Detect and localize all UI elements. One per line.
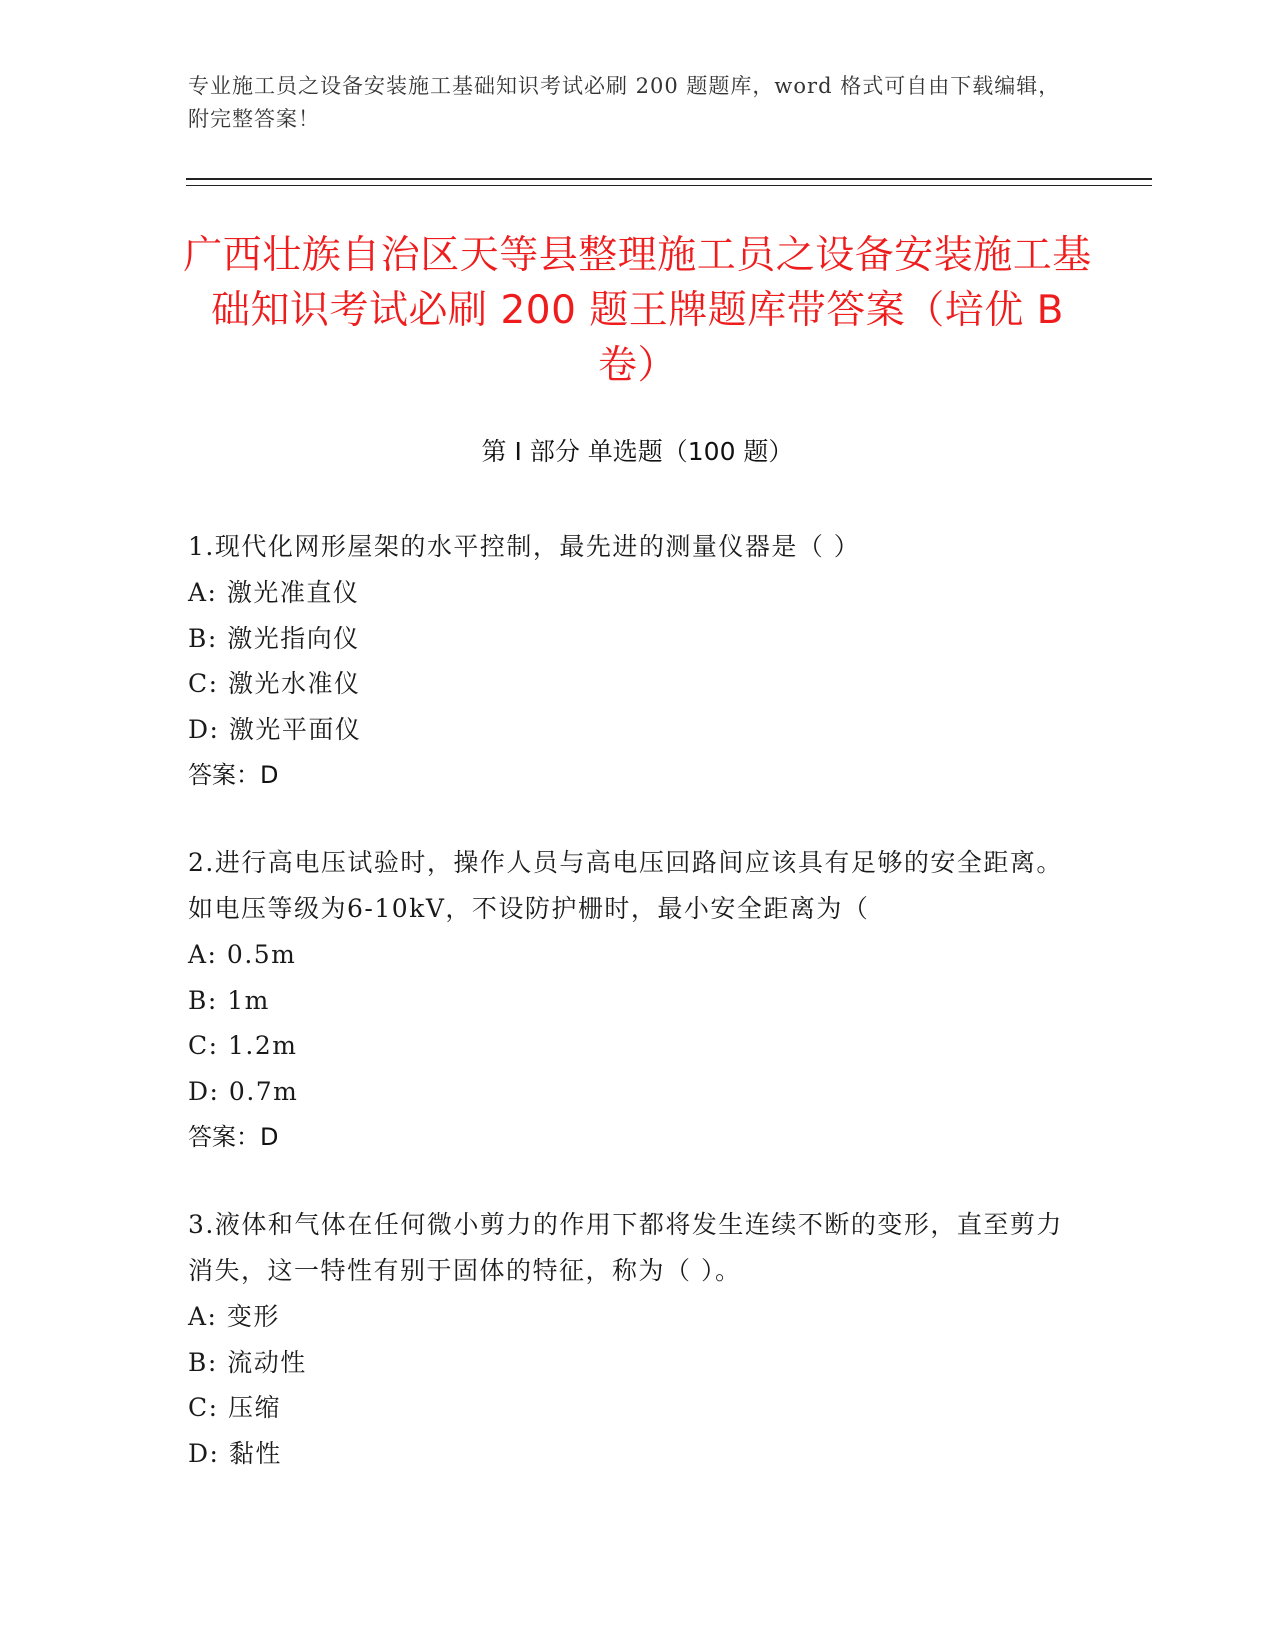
option-d: D: 0.7m [188, 1076, 299, 1106]
option-c: C: 激光水准仪 [188, 669, 361, 698]
question-1 [188, 524, 1068, 798]
header-divider-thick [186, 178, 1152, 180]
answer-line: 答案：D [188, 1123, 279, 1151]
document-title: 广西壮族自治区天等县整理施工员之设备安装施工基础知识考试必刷 200 题王牌题库带答案（培优 B 卷） [183, 233, 1092, 388]
option-a: A: 变形 [188, 1302, 280, 1331]
option-a: A: 激光准直仪 [188, 578, 360, 607]
option-b: B: 流动性 [188, 1347, 307, 1377]
option-b: B: 激光指向仪 [188, 623, 360, 653]
option-a: A: 0.5m [188, 940, 297, 969]
option-b: B: 1m [188, 985, 270, 1015]
option-d: D: 激光平面仪 [188, 714, 362, 744]
question-stem: 3.液体和气体在任何微小剪力的作用下都将发生连续不断的变形，直至剪力消失，这一特性有别于固体的特征，称为（ ）。 [188, 1210, 1063, 1285]
answer-line: 答案：D [188, 761, 279, 789]
header-note: 专业施工员之设备安装施工基础知识考试必刷 200 题题库，word 格式可自由下载编辑，附完整答案！ [188, 74, 1061, 131]
option-c: C: 1.2m [188, 1031, 298, 1060]
header-divider-thin [186, 185, 1152, 186]
part-heading: 第 I 部分 单选题（100 题） [481, 437, 794, 466]
question-3 [188, 1202, 1068, 1476]
question-2 [188, 840, 1068, 1160]
option-d: D: 黏性 [188, 1438, 282, 1468]
question-stem: 1.现代化网形屋架的水平控制，最先进的测量仪器是（ ） [188, 532, 861, 561]
question-stem: 2.进行高电压试验时，操作人员与高电压回路间应该具有足够的安全距离。如电压等级为6-10kV，不设防护栅时，最小安全距离为（ [188, 848, 1063, 923]
option-c: C: 压缩 [188, 1393, 281, 1422]
